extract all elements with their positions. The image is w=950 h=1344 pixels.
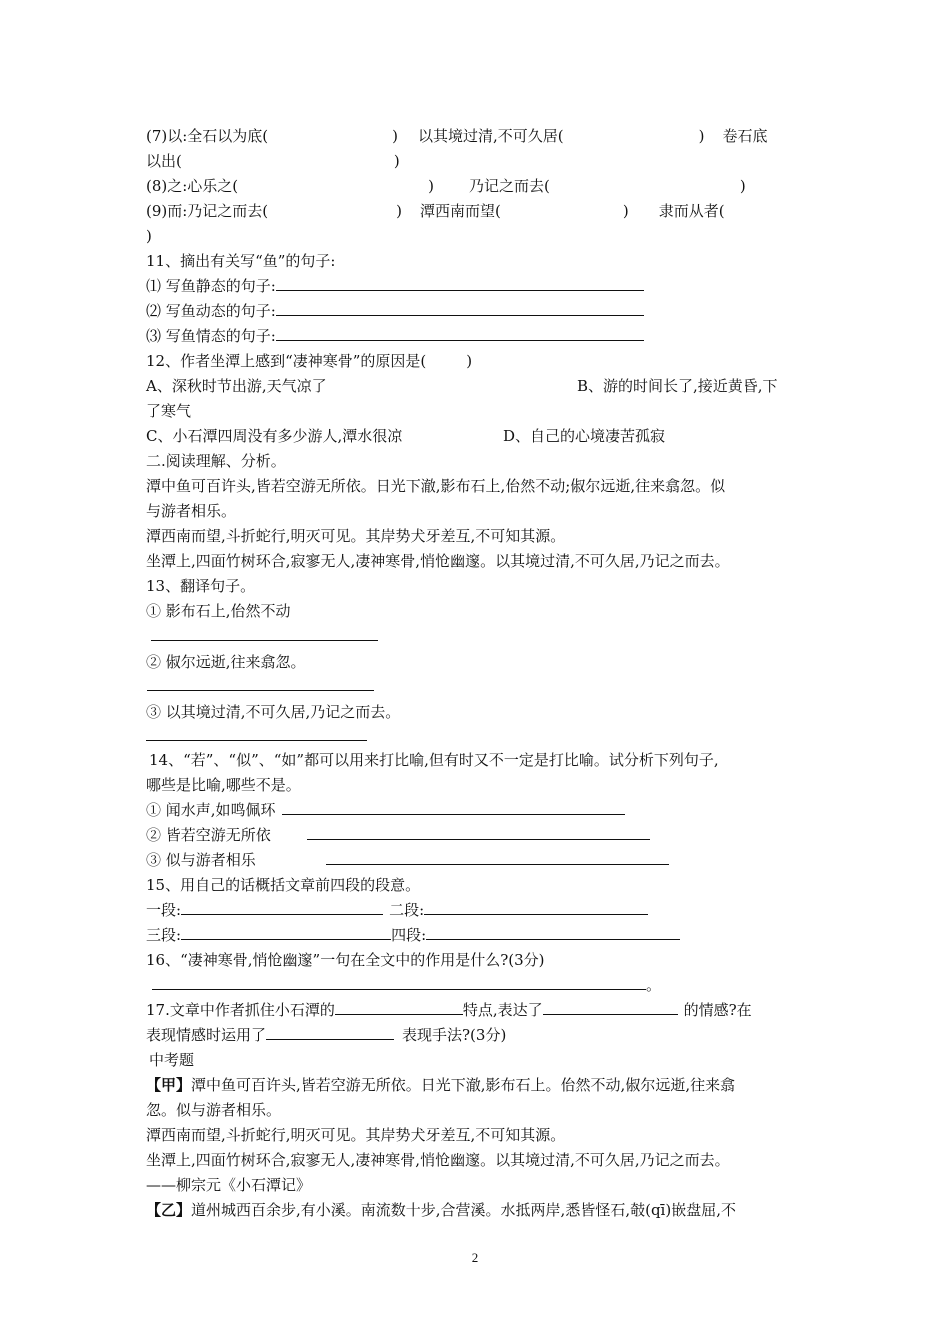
option-a: A、深秋时节出游,天气凉了: [146, 377, 327, 395]
option-line: [503, 426, 665, 446]
text: (7)以:全石以为底(: [146, 127, 269, 145]
answer-blank[interactable]: [152, 975, 646, 990]
question-12: [146, 351, 472, 371]
text: (8)之:心乐之(: [146, 177, 239, 195]
question-text: 14、“若”、“似”、“如”都可以用来打比喻,但有时又不一定是打比喻。试分析下列句子,: [149, 751, 719, 769]
text: ): [146, 227, 152, 245]
section-heading: [146, 451, 286, 471]
answer-blank[interactable]: [426, 925, 680, 940]
prompt-text: ⑴ 写鱼静态的句子:: [146, 277, 276, 295]
passage-line: [146, 1175, 311, 1195]
sentence-text: ③ 以其境过清,不可久居,乃记之而去。: [146, 703, 401, 721]
answer-line: [146, 825, 650, 845]
question-text: 11、摘出有关写“鱼”的句子:: [146, 252, 336, 270]
text: ): [396, 202, 403, 220]
question-17-cont: [146, 1025, 506, 1045]
question-14-cont: [146, 775, 301, 795]
option-line: [146, 426, 402, 446]
prompt-text: 四段:: [391, 926, 427, 944]
question-14: [149, 750, 719, 770]
option-line: [577, 376, 778, 396]
passage-line: [146, 476, 725, 496]
passage-line: [146, 1100, 281, 1120]
text: ): [466, 352, 473, 370]
option-b-cont: 了寒气: [146, 402, 192, 420]
answer-line: [146, 276, 644, 296]
sentence-text: ② 俶尔远逝,往来翕忽。: [146, 653, 306, 671]
passage-text: 道州城西百余步,有小溪。南流数十步,合营溪。水抵两岸,悉皆怪石,攲(qī)嵌盘屈,不: [191, 1201, 736, 1219]
text: (9)而:乃记之而去(: [146, 202, 269, 220]
option-line: [146, 376, 327, 396]
prompt-text: ⑶ 写鱼情态的句子:: [146, 327, 276, 345]
sentence-line: [146, 652, 306, 672]
option-c: C、小石潭四周没有多少游人,潭水很凉: [146, 427, 403, 445]
text: 乃记之而去(: [469, 177, 550, 195]
prompt-text: 二段:: [389, 901, 425, 919]
passage-tag: 【乙】: [146, 1201, 192, 1219]
answer-blank[interactable]: [146, 740, 367, 741]
text: 隶而从者(: [658, 202, 725, 220]
passage-tag: 【甲】: [146, 1076, 192, 1094]
passage-text: 潭中鱼可百许头,皆若空游无所依。日光下澈,影布石上,佁然不动;俶尔远逝,往来翕忽。似: [146, 477, 726, 495]
sentence-line: [146, 702, 400, 722]
passage-text: 忽。似与游者相乐。: [146, 1101, 282, 1119]
question-text: 17.文章中作者抓住小石潭的: [146, 1001, 335, 1019]
prompt-text: ⑵ 写鱼动态的句子:: [146, 302, 276, 320]
answer-line: [146, 925, 680, 945]
text: ): [428, 177, 435, 195]
answer-blank[interactable]: [276, 276, 644, 291]
passage-text: 潭中鱼可百许头,皆若空游无所依。日光下澈,影布石上。佁然不动,俶尔远逝,往来翕: [191, 1076, 736, 1094]
passage-line: [146, 1150, 730, 1170]
answer-line: [146, 850, 669, 870]
question-16: [146, 950, 544, 970]
text: 以出(: [146, 152, 182, 170]
question-15: [146, 875, 420, 895]
text: ): [739, 177, 746, 195]
option-line: [146, 401, 191, 421]
answer-line: [152, 975, 661, 995]
question-17: [146, 1000, 752, 1020]
text: ): [698, 127, 705, 145]
answer-blank[interactable]: [543, 1000, 678, 1015]
passage-line: [146, 526, 565, 546]
answer-line: [146, 301, 644, 321]
prompt-text: ① 闻水声,如鸣佩环: [146, 801, 276, 819]
option-b: B、游的时间长了,接近黄昏,下: [577, 377, 778, 395]
sentence-text: ① 影布石上,佁然不动: [146, 602, 291, 620]
passage-line: [146, 1075, 735, 1095]
text: 。: [646, 976, 662, 994]
prompt-text: 三段:: [146, 926, 182, 944]
question-text: 16、“凄神寒骨,悄怆幽邃”一句在全文中的作用是什么?(3分): [146, 951, 545, 969]
text-line: [146, 226, 152, 246]
text: ): [392, 127, 399, 145]
text: 卷石底: [722, 127, 768, 145]
answer-blank[interactable]: [181, 925, 391, 940]
answer-line: [146, 326, 644, 346]
answer-blank[interactable]: [326, 850, 669, 865]
option-d: D、自己的心境凄苦孤寂: [503, 427, 666, 445]
question-13: [146, 576, 255, 596]
question-text: 特点,表达了: [462, 1001, 543, 1019]
text: ): [622, 202, 629, 220]
text: 以其境过清,不可久居(: [418, 127, 564, 145]
passage-source: ——柳宗元《小石潭记》: [146, 1176, 312, 1194]
heading-text: 二.阅读理解、分析。: [146, 452, 286, 470]
text-line: [146, 176, 746, 196]
prompt-text: ② 皆若空游无所依: [146, 826, 271, 844]
heading-text: 中考题: [149, 1051, 195, 1069]
answer-blank[interactable]: [424, 900, 648, 915]
answer-blank[interactable]: [335, 1000, 463, 1015]
text-line: [146, 126, 768, 146]
question-text: 的情感?在: [683, 1001, 752, 1019]
passage-line: [146, 1200, 736, 1220]
question-text: 表现手法?(3分): [402, 1026, 507, 1044]
question-text: 12、作者坐潭上感到“凄神寒骨”的原因是(: [146, 352, 427, 370]
passage-text: 坐潭上,四面竹树环合,寂寥无人,凄神寒骨,悄怆幽邃。以其境过清,不可久居,乃记之而去。: [146, 552, 730, 570]
answer-blank[interactable]: [307, 825, 650, 840]
question-text: 哪些是比喻,哪些不是。: [146, 776, 301, 794]
answer-blank[interactable]: [147, 690, 374, 691]
question-text: 15、用自己的话概括文章前四段的段意。: [146, 876, 421, 894]
sentence-line: [146, 601, 291, 621]
passage-line: [146, 551, 730, 571]
page-number: 2: [471, 1250, 479, 1265]
text-line: [146, 201, 725, 221]
passage-line: [146, 501, 236, 521]
question-text: 表现情感时运用了: [146, 1026, 267, 1044]
text-line: [146, 151, 400, 171]
section-heading: [149, 1050, 194, 1070]
question-11: [146, 251, 335, 271]
prompt-text: ③ 似与游者相乐: [146, 851, 256, 869]
answer-blank[interactable]: [282, 800, 625, 815]
question-text: 13、翻译句子。: [146, 577, 256, 595]
prompt-text: 一段:: [146, 901, 182, 919]
text: ): [393, 152, 400, 170]
text: 潭西南而望(: [420, 202, 501, 220]
answer-blank[interactable]: [151, 640, 378, 641]
passage-line: [146, 1125, 565, 1145]
passage-text: 坐潭上,四面竹树环合,寂寥无人,凄神寒骨,悄怆幽邃。以其境过清,不可久居,乃记之而去。: [146, 1151, 730, 1169]
answer-blank[interactable]: [266, 1025, 394, 1040]
answer-blank[interactable]: [181, 900, 383, 915]
passage-text: 与游者相乐。: [146, 502, 237, 520]
answer-blank[interactable]: [276, 301, 644, 316]
answer-line: [146, 900, 648, 920]
passage-text: 潭西南而望,斗折蛇行,明灭可见。其岸势犬牙差互,不可知其源。: [146, 527, 566, 545]
answer-line: [146, 800, 625, 820]
passage-text: 潭西南而望,斗折蛇行,明灭可见。其岸势犬牙差互,不可知其源。: [146, 1126, 566, 1144]
answer-blank[interactable]: [276, 326, 644, 341]
